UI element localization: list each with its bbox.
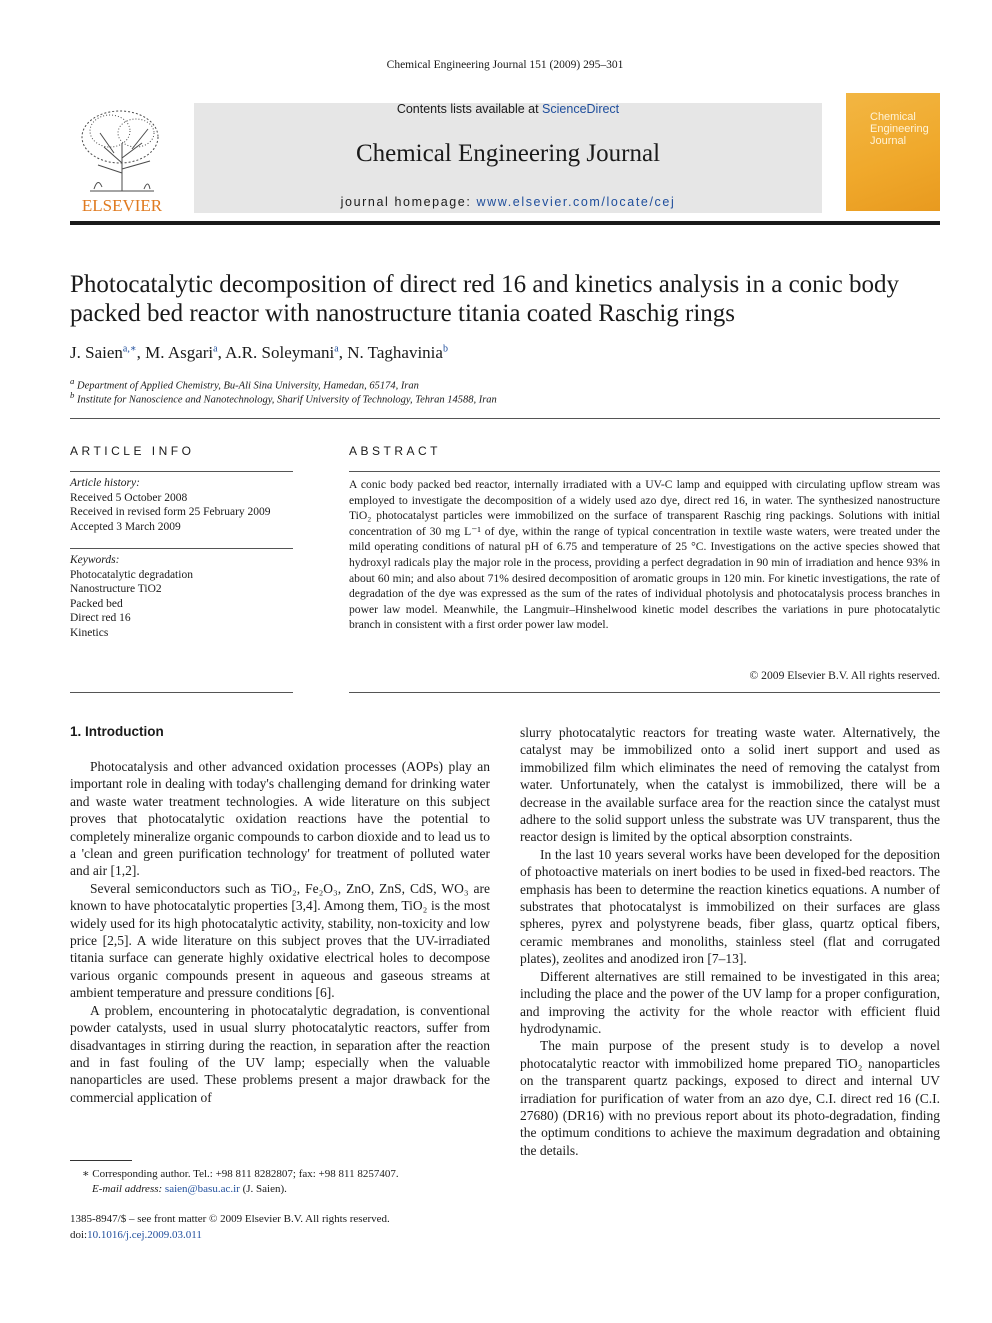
- email-link[interactable]: saien@basu.ac.ir: [164, 1183, 240, 1195]
- author-name[interactable]: N. Taghavinia: [347, 343, 443, 362]
- front-matter: [70, 1211, 390, 1243]
- email-label: E-mail address:: [92, 1183, 165, 1195]
- cover-line: Journal: [870, 135, 907, 147]
- keywords-label: Keywords:: [70, 554, 120, 566]
- publisher-name: ELSEVIER: [81, 196, 163, 215]
- affiliation-mark: a: [70, 376, 75, 386]
- journal-title: Chemical Engineering Journal: [355, 140, 661, 167]
- cover-line: Engineering: [870, 123, 929, 135]
- body-paragraph: In the last 10 years several works have been developed for the deposition of photoactive materials on inert bodies to be used in fixed-bed reactors. The emphasis has been to determine the reaction kinetics equations. A number of substrates that photocatalyst is immobilized on their surfaces are glass spheres, pyrex and polystyrene beads, fiber glass, quartz optical fibers, ceramic membranes and monoliths, stainless steel (flat and corrugated plates), zeolites and anodized iron [7–13].: [520, 846, 940, 967]
- body-column-right: [520, 724, 940, 1159]
- journal-homepage: [194, 195, 822, 209]
- body-paragraph: A problem, encountering in photocatalytic degradation, is conventional powder catalysts, used in usual slurry photocatalytic reactors, suffer from disadvantages in stirring during the reaction, in separation after the reaction and in fast fouling of the UV lamp; especially when the valuable nanoparticles are used. These problems present a major drawback for the commercial application of: [70, 1002, 490, 1105]
- keyword: Photocatalytic degradation: [70, 568, 193, 581]
- body-column-left: [70, 758, 490, 1106]
- journal-citation: Chemical Engineering Journal 151 (2009) 295–301: [386, 59, 624, 71]
- keyword: Nanostructure TiO2: [70, 583, 162, 596]
- elsevier-tree-icon: [70, 103, 174, 215]
- header-divider: [70, 221, 940, 225]
- body-paragraph: Photocatalysis and other advanced oxidation processes (AOPs) play an important role in dealing with today's challenging demand for drinking water and waste water treatment technologies. A wide literature on this subject proves that photocatalytic oxidation reactions have the potential to completely mineralize organic compounds to carbon dioxide and to lead us to a 'clean and green purification technology' for treatment of polluted water and air [1,2].: [70, 759, 490, 879]
- contents-availability: [194, 102, 822, 116]
- history-item: Received in revised form 25 February 2009: [70, 506, 271, 519]
- corresponding-author: ∗ Corresponding author. Tel.: +98 811 8282807; fax: +98 811 8257407.: [82, 1168, 399, 1180]
- author-list: J. Saien$^{a,∗}$, M. Asgari$^a$, A.R. Soleymani$^a$, N. Taghavinia$^b$: [70, 343, 448, 362]
- body-paragraph: Different alternatives are still remained to be investigated in this area; including the place and the power of the UV lamp for a proper configuration, and improving the activity for the whole reactor with efficient fluid hydrodynamic.: [520, 968, 940, 1036]
- history-item: Accepted 3 March 2009: [70, 520, 181, 533]
- author-affiliation-mark[interactable]: a: [213, 343, 218, 355]
- keyword: Kinetics: [70, 626, 109, 639]
- abstract-heading: ABSTRACT: [349, 444, 442, 458]
- abstract-text: A conic body packed bed reactor, internally irradiated with a UV-C lamp and equipped with circulating upflow stream was employed to investigate the decomposition of a widely used azo dye, direct red 16, in water. The synthesized nanostructure TiO₂ photocatalyst particles were immobilized on the surface of transparent Raschig ring packings. Solutions with initial concentration of 30 mg L⁻¹ of dye, within the range of typical concentration in textile waste waters, were treated under the mild operating conditions of natural pH of 6.75 and temperature of 25 °C. Investigations on the active species showed that hydroxyl radicals play the major role in the process, providing a perfect degradation in 90 min of irradiation and hence 93% in about 60 min; and also about 71% desired decomposition of aromatic groups in 120 min. For kinetic investigations, the rate of degradation of the dye was expressed as the sum of the rates of individual photolysis and photocatalysis process branches in power law model. Meanwhile, the Langmuir–Hinshelwood kinetic model describes the variations in pure photocatalytic branch in consistent with a first order power law model.: [349, 478, 940, 632]
- body-paragraph: The main purpose of the present study is to develop a novel photocatalytic reactor with immobilized home prepared TiO₂ nanoparticles on the transparent quartz packings, exposed to direct and internal UV irradiation for purification of water from an azo dye, C.I. direct red 16 (C.I. 27680) (DR16) with no previous report about its photo-degradation, finding the optimum conditions to achieve the maximum degradation and obtaining the details.: [520, 1038, 940, 1158]
- copyright-notice: © 2009 Elsevier B.V. All rights reserved.: [749, 669, 940, 682]
- author-affiliation-mark[interactable]: a: [334, 343, 339, 355]
- keyword-list: [70, 553, 295, 641]
- journal-cover-thumbnail[interactable]: [846, 93, 940, 211]
- cover-line: Chemical: [870, 111, 916, 123]
- cover-title: [870, 111, 929, 147]
- doi-link[interactable]: 10.1016/j.cej.2009.03.011: [87, 1229, 202, 1241]
- section-heading-introduction: 1. Introduction: [70, 724, 164, 739]
- body-paragraph: slurry photocatalytic reactors for treating waste water. Alternatively, the catalyst may be immobilized onto a solid inert support and used as immobilized film which eliminates the need of removing the catalyst from water. Unfortunately, when the catalyst is immobilized, there will be a decrease in the available surface area for the reaction since the catalyst must adhere to the solid support unless the substrate was UV transparent, thus the reactor design is limited by the optical absorption constraints.: [520, 725, 940, 845]
- author-name[interactable]: J. Saien: [70, 343, 123, 362]
- corresponding-author-footnote: [70, 1167, 490, 1197]
- section-divider: [70, 418, 940, 419]
- email-suffix: (J. Saien).: [239, 1183, 287, 1195]
- author-name[interactable]: A.R. Soleymani: [225, 343, 335, 362]
- author-affiliation-mark[interactable]: a,∗: [122, 343, 137, 355]
- elsevier-logo[interactable]: [70, 103, 174, 215]
- divider: [70, 471, 293, 472]
- divider: [70, 692, 293, 693]
- history-label: Article history:: [70, 477, 140, 489]
- issn-line: 1385-8947/$ – see front matter © 2009 Elsevier B.V. All rights reserved.: [70, 1213, 390, 1225]
- affiliation-text: Department of Applied Chemistry, Bu-Ali Sina University, Hamedan, 65174, Iran: [77, 380, 419, 392]
- footnote-divider: [70, 1160, 132, 1161]
- homepage-link[interactable]: www.elsevier.com/locate/cej: [476, 195, 676, 209]
- author-name[interactable]: M. Asgari: [145, 343, 214, 362]
- affiliation-text: Institute for Nanoscience and Nanotechnology, Sharif University of Technology, Tehran 14588, Iran: [77, 394, 497, 406]
- affiliation: [70, 390, 497, 406]
- affiliation-mark: b: [70, 390, 75, 400]
- body-paragraph: Several semiconductors such as TiO₂, Fe₂O₃, ZnO, ZnS, CdS, WO₃ are known to have photocatalytic properties [3,4]. Among them, TiO₂ is the most widely used for its high photocatalytic activity, stability, non-toxicity and low price [2,5]. A wide literature on this subject proves that the UV-irradiated titania surface can generate highly oxidative electrical holes to decompose various organic compounds present in aqueous and gaseous streams at ambient temperature and pressure conditions [6].: [70, 880, 490, 1001]
- sciencedirect-link[interactable]: ScienceDirect: [542, 102, 620, 116]
- doi-label: doi:: [70, 1229, 88, 1241]
- keyword: Direct red 16: [70, 612, 131, 625]
- article-info-heading: ARTICLE INFO: [70, 444, 195, 458]
- article-title: Photocatalytic decomposition of direct red 16 and kinetics analysis in a conic body packed bed reactor with nanostructure titania coated Raschig rings: [70, 271, 899, 327]
- author-affiliation-mark[interactable]: b: [442, 343, 448, 355]
- divider: [70, 548, 293, 549]
- keyword: Packed bed: [70, 597, 123, 610]
- homepage-label: journal homepage:: [340, 195, 477, 209]
- divider: [349, 471, 940, 472]
- divider: [349, 692, 940, 693]
- contents-prefix: Contents lists available at: [396, 102, 543, 116]
- history-item: Received 5 October 2008: [70, 491, 188, 504]
- article-history: [70, 476, 295, 534]
